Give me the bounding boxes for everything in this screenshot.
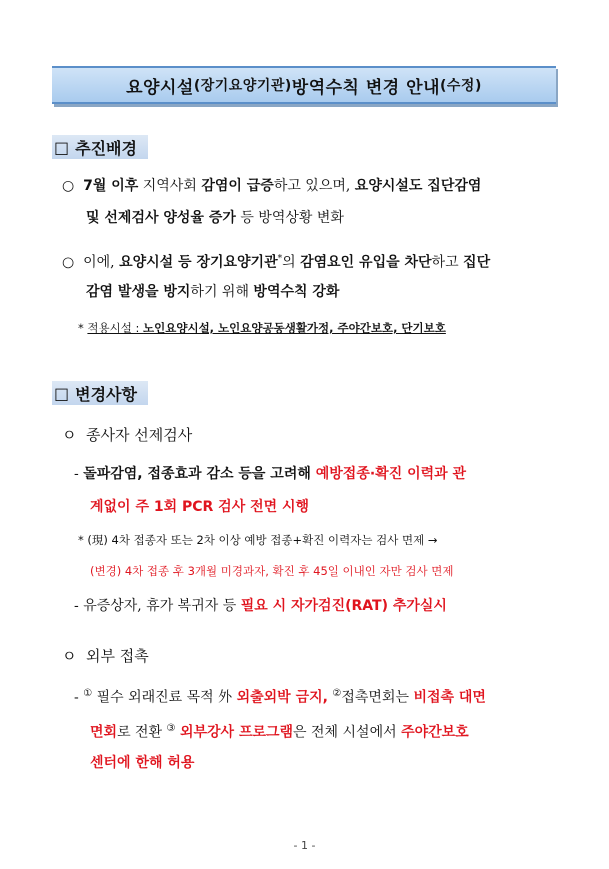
text-red: 계없이 주 1회 PCR 검사 전면 시행 [90, 499, 310, 515]
section-changes-heading [52, 381, 148, 405]
page-number: - 1 - [293, 839, 316, 852]
text: 지역사회 [138, 178, 202, 194]
item-staff-testing [62, 424, 192, 445]
circle-bullet-icon: ㅇ [62, 647, 77, 665]
title-sub: (장기요양기관) [193, 78, 292, 94]
text: 필수 외래진료 목적 外 [92, 689, 237, 706]
text-red: 외부강사 프로그램 [179, 724, 294, 741]
testing-exemption-changed [90, 563, 453, 579]
text-bold: 감염요인 유입을 차단 [300, 254, 432, 271]
self-test-detail [74, 588, 589, 625]
text-bold: 및 선제검사 양성율 증가 [86, 210, 236, 226]
note-changed: (변경) 4차 접종 후 3개월 미경과자, 확진 후 45일 이내인 자만 검사 면제 [90, 564, 454, 578]
note-label: 적용시설 : [87, 321, 144, 335]
text-red: 면회 [90, 724, 118, 741]
item-title: 종사자 선제검사 [86, 426, 193, 444]
text: 하고 있으며, [273, 178, 355, 194]
dash: - [74, 689, 84, 706]
item-external-contact [62, 645, 149, 666]
document-title [52, 66, 556, 104]
text-bold: 감염이 급증 [201, 178, 274, 194]
staff-testing-detail-cont [90, 489, 585, 526]
footnote-star: * [78, 533, 88, 547]
note-current: (現) 4차 접종자 또는 2차 이상 예방 접종+확진 이력자는 검사 면제 → [87, 533, 438, 547]
text-red: 비접촉 대면 [413, 689, 486, 706]
text: 하고 [431, 254, 464, 271]
circle-bullet-icon: ○ [62, 254, 75, 271]
circle-bullet-icon: ㅇ [62, 426, 77, 444]
text: 은 전체 시설에서 [293, 724, 402, 741]
section-label: 추진배경 [75, 138, 137, 158]
text-bold: 돌파감염, 접종효과 감소 등을 고려해 [83, 466, 316, 482]
circled-two-icon: ② [332, 688, 342, 699]
text-red: 외출외박 금지, [236, 689, 328, 706]
text: 하기 위해 [190, 284, 254, 300]
testing-exemption-note [78, 532, 438, 548]
background-paragraph-2-cont [86, 274, 586, 311]
title-main-2: 방역수칙 변경 안내 [291, 77, 440, 98]
text-bold: 집단 [463, 254, 491, 271]
text-red: 주야간보호 [401, 724, 469, 741]
section-background-heading [52, 135, 148, 159]
text: 유증상자, 휴가 복귀자 등 [83, 598, 241, 614]
checkbox-square-icon: □ [54, 137, 70, 157]
text-bold: 요양시설 등 장기요양기관 [119, 254, 278, 271]
text-bold: 요양시설도 집단감염 [354, 178, 482, 194]
text: 이에, [83, 254, 120, 271]
text: 접촉면회는 [341, 689, 414, 706]
background-paragraph-1-cont [86, 200, 586, 237]
staff-testing-detail [74, 456, 589, 493]
title-main: 요양시설 [126, 77, 194, 98]
text-red: 센터에 한해 허용 [90, 755, 195, 771]
text-red: 필요 시 자가검진(RAT) 추가실시 [240, 598, 447, 614]
text-bold: 방역수칙 강화 [253, 284, 340, 300]
text-red: 예방접종·확진 이력과 관 [315, 466, 467, 482]
text-bold: 7월 이후 [83, 178, 139, 194]
item-title: 외부 접촉 [86, 647, 149, 665]
text: 등 방역상황 변화 [235, 210, 344, 226]
facilities-note [78, 320, 446, 336]
text-bold: 감염 발생을 방지 [86, 284, 191, 300]
title-suffix: (수정) [440, 78, 482, 94]
text: 의 [282, 254, 301, 271]
circle-bullet-icon: ○ [62, 178, 75, 194]
checkbox-square-icon: □ [54, 383, 70, 403]
section-label: 변경사항 [75, 384, 137, 404]
footnote-mark: * [277, 254, 283, 264]
circled-three-icon: ③ [166, 723, 176, 734]
footnote-star: * [78, 321, 88, 335]
external-contact-detail-cont-2 [90, 745, 595, 782]
circled-one-icon: ① [83, 688, 93, 699]
dash: - [74, 598, 84, 614]
text: 로 전환 [117, 724, 167, 741]
dash: - [74, 466, 84, 482]
note-facilities: 노인요양시설, 노인요양공동생활가정, 주야간보호, 단기보호 [143, 321, 446, 335]
